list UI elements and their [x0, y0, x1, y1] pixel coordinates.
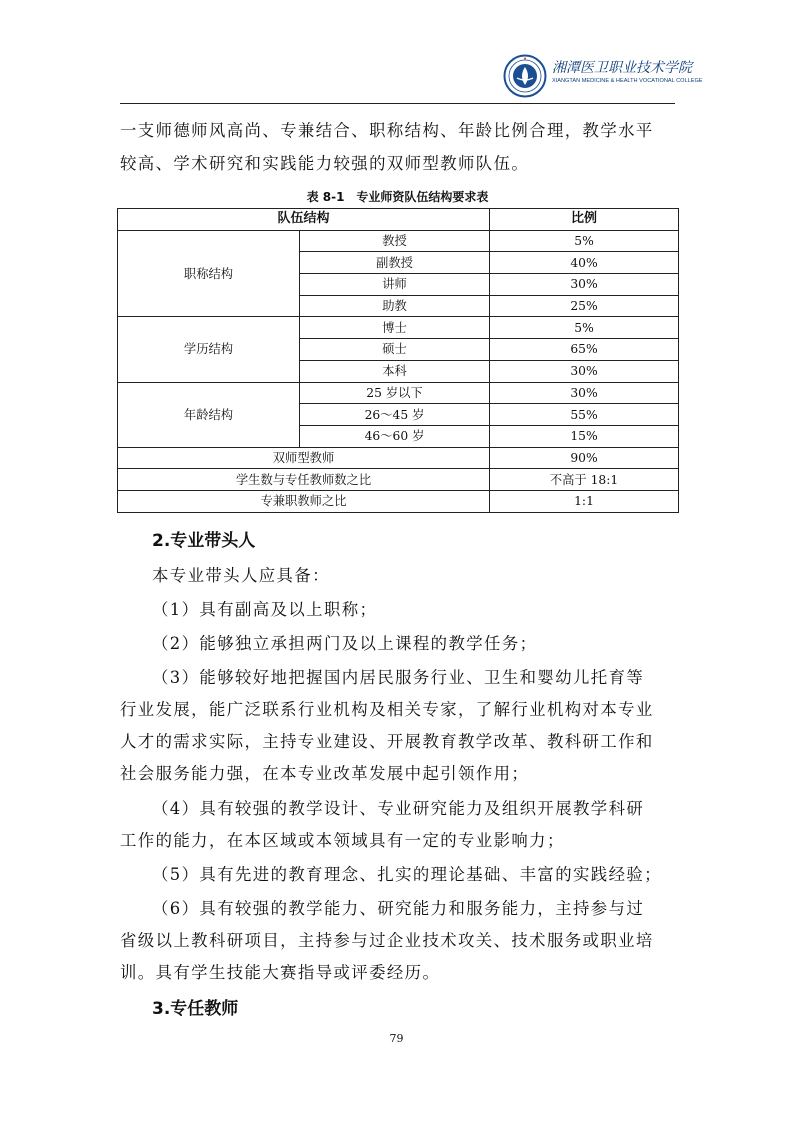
summary-ratio: 不高于 18:1 — [490, 469, 679, 491]
row-ratio: 65% — [490, 339, 679, 361]
section-heading-leader: 2.专业带头人 — [152, 531, 256, 551]
table-row — [118, 490, 679, 512]
group-label: 年龄结构 — [118, 382, 300, 447]
row-item: 本科 — [300, 360, 490, 382]
table-row — [118, 382, 679, 404]
row-item: 助教 — [300, 295, 490, 317]
leader-line: 本专业带头人应具备： — [152, 566, 330, 585]
leader-line: （4）具有较强的教学设计、专业研究能力及组织开展教学科研 — [152, 799, 645, 818]
row-ratio: 15% — [490, 425, 679, 447]
row-ratio: 55% — [490, 404, 679, 426]
leader-line: （1）具有副高及以上职称； — [152, 600, 378, 619]
table-row — [118, 230, 679, 252]
table-row — [118, 317, 679, 339]
row-ratio: 30% — [490, 382, 679, 404]
school-name-en: XIANGTAN MEDICINE & HEALTH VOCATIONAL COLLEGE — [552, 78, 703, 84]
table-row — [118, 447, 679, 469]
summary-ratio: 1:1 — [490, 490, 679, 512]
row-ratio: 40% — [490, 252, 679, 274]
intro-line-2: 较高、学术研究和实践能力较强的双师型教师队伍。 — [120, 154, 530, 173]
row-item: 26～45 岁 — [300, 404, 490, 426]
leader-line: （6）具有较强的教学能力、研究能力和服务能力，主持参与过 — [152, 899, 645, 918]
row-ratio: 5% — [490, 230, 679, 252]
staff-structure-table — [117, 208, 679, 513]
row-item: 硕士 — [300, 339, 490, 361]
row-item: 教授 — [300, 230, 490, 252]
row-ratio: 25% — [490, 295, 679, 317]
table-caption: 表 8-1 专业师资队伍结构要求表 — [306, 190, 489, 204]
group-label: 学历结构 — [118, 317, 300, 382]
row-item: 讲师 — [300, 274, 490, 296]
leader-line: （3）能够较好地把握国内居民服务行业、卫生和婴幼儿托育等 — [152, 668, 645, 687]
leader-line: 训。具有学生技能大赛指导或评委经历。 — [120, 963, 441, 982]
summary-item: 学生数与专任教师数之比 — [118, 469, 490, 491]
section-heading-teachers: 3.专任教师 — [152, 999, 239, 1019]
summary-item: 专兼职教师之比 — [118, 490, 490, 512]
row-ratio: 30% — [490, 274, 679, 296]
row-item: 46～60 岁 — [300, 425, 490, 447]
page-header — [120, 52, 703, 108]
leader-line: 行业发展，能广泛联系行业机构及相关专家，了解行业机构对本专业 — [120, 700, 654, 719]
column-header-ratio: 比例 — [490, 209, 679, 231]
row-item: 博士 — [300, 317, 490, 339]
leader-line: 社会服务能力强，在本专业改革发展中起引领作用； — [120, 764, 530, 783]
school-name-cn: 湘潭医卫职业技术学院 — [552, 60, 692, 76]
intro-line-1: 一支师德师风高尚、专兼结合、职称结构、年龄比例合理，教学水平 — [120, 121, 654, 140]
leader-line: （2）能够独立承担两门及以上课程的教学任务； — [152, 634, 538, 653]
table-header-row — [118, 209, 679, 231]
leader-line: 工作的能力，在本区域或本领域具有一定的专业影响力； — [120, 831, 565, 850]
row-item: 副教授 — [300, 252, 490, 274]
group-label: 职称结构 — [118, 230, 300, 317]
summary-ratio: 90% — [490, 447, 679, 469]
college-logo-icon — [503, 54, 547, 98]
leader-line: 人才的需求实际，主持专业建设、开展教育教学改革、教科研工作和 — [120, 732, 654, 751]
leader-line: 省级以上教科研项目，主持参与过企业技术攻关、技术服务或职业培 — [120, 931, 654, 950]
header-divider — [120, 103, 675, 104]
leader-line: （5）具有先进的教育理念、扎实的理论基础、丰富的实践经验； — [152, 865, 662, 884]
page-number: 79 — [389, 1032, 404, 1045]
column-header-structure: 队伍结构 — [118, 209, 490, 231]
summary-item: 双师型教师 — [118, 447, 490, 469]
row-ratio: 5% — [490, 317, 679, 339]
table-row — [118, 469, 679, 491]
row-ratio: 30% — [490, 360, 679, 382]
row-item: 25 岁以下 — [300, 382, 490, 404]
